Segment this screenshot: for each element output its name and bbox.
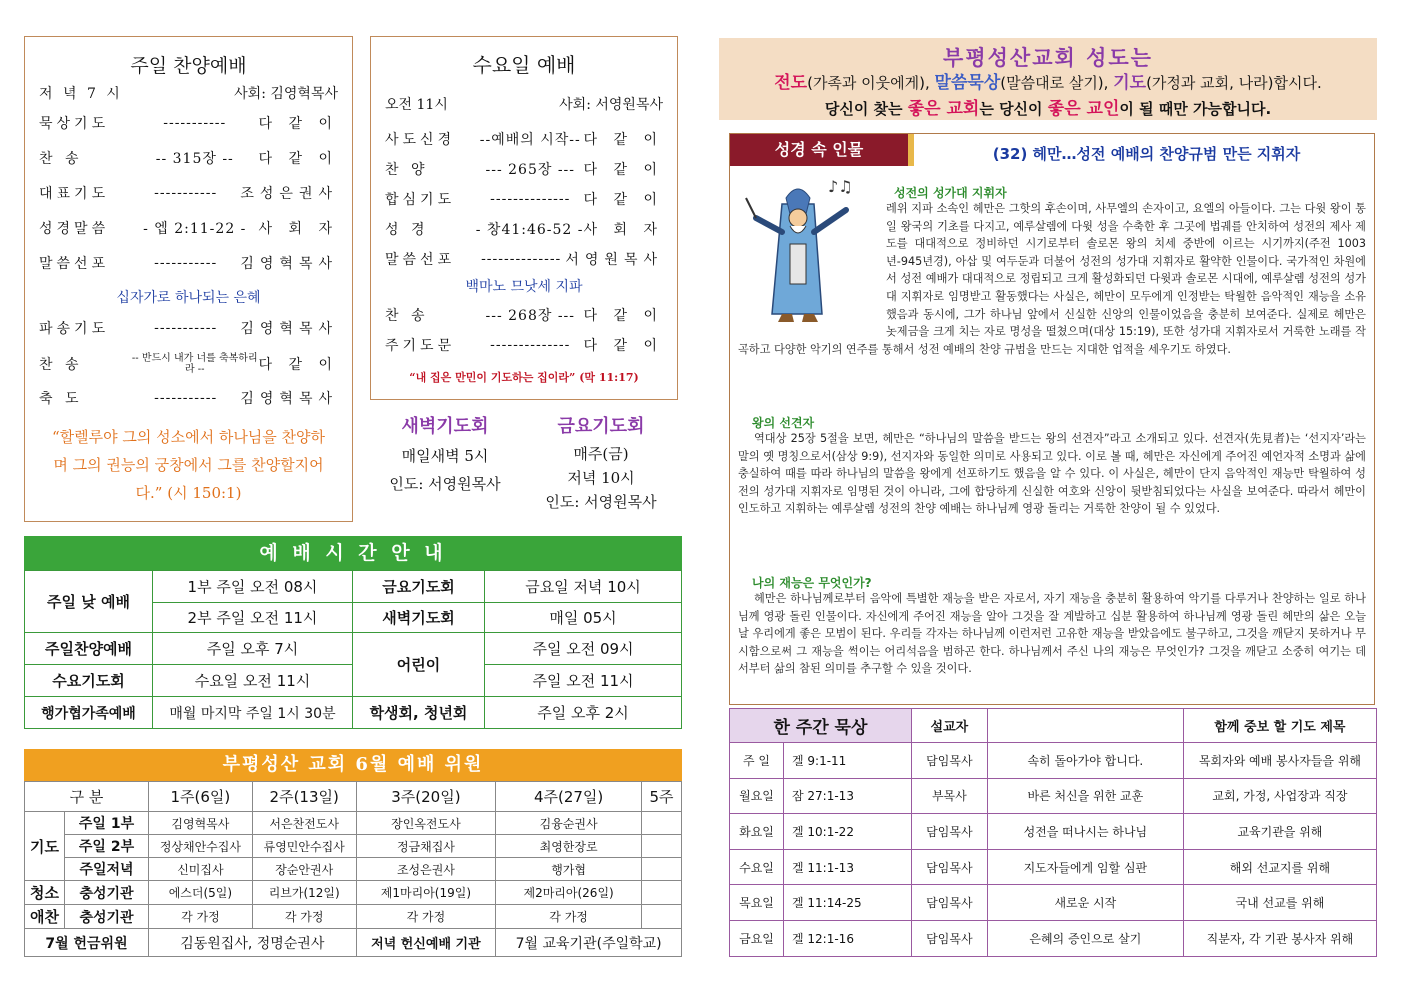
weekly-prayer: 국내 선교를 위해: [1183, 885, 1376, 921]
schedule-wed-label: 수요기도회: [25, 665, 153, 697]
program-middle: -----------: [163, 115, 227, 131]
schedule-youth-time: 주일 오후 2시: [485, 697, 682, 729]
banner-text-part: 전도: [774, 73, 808, 93]
program-leader: 다 같 이: [583, 338, 663, 354]
program-middle: --- 268장 ---: [485, 308, 576, 324]
program-middle: -----------: [154, 255, 218, 271]
program-row: [39, 318, 338, 338]
wednesday-presider: 사회: 서영원목사: [559, 97, 663, 113]
committee-cell: 정금채집사: [356, 835, 496, 858]
schedule-evening-time: 주일 오후 7시: [153, 633, 353, 665]
program-item: 성 경: [385, 222, 429, 238]
banner-text-part: (가족과 이웃에게),: [807, 74, 935, 92]
committee-cell: 최영한장로: [496, 835, 642, 858]
committee-row: [25, 835, 682, 858]
schedule-dawn-label: 새벽기도회: [353, 603, 485, 633]
committee-header: 3주(20일): [356, 782, 496, 812]
sunday-worship-box: [24, 36, 353, 522]
program-leader: 김영혁목사: [240, 391, 338, 407]
committee-cell: 정상채안수집사: [149, 835, 253, 858]
cleaning-cell: 제2마리아(26일): [496, 881, 642, 905]
sunday-verse: “할렐루야 그의 성소에서 하나님을 찬양하며 그의 권능의 궁창에서 그를 찬양할지어다.” (시 150:1): [51, 428, 326, 502]
weekly-day: 수요일: [730, 849, 784, 885]
flower-org: 충성기관: [65, 905, 149, 929]
schedule-friday-label: 금요기도회: [353, 571, 485, 603]
schedule-service1: 1부 주일 오전 08시: [153, 571, 353, 603]
weekly-day: 화요일: [730, 814, 784, 850]
program-middle: -- 315장 --: [155, 151, 234, 167]
committee-row: [25, 812, 682, 835]
program-row: [39, 113, 338, 133]
program-middle: -----------: [154, 320, 218, 336]
committee-cell: [641, 835, 681, 858]
program-item: 축 도: [39, 391, 83, 407]
article-heading: 나의 재능은 무엇인가?: [752, 576, 872, 590]
committee-row-label: 주일저녁: [65, 858, 149, 881]
program-row: [385, 305, 663, 325]
committee-cell: 장인옥전도사: [356, 812, 496, 835]
bible-person-title: (32) 헤만…성전 예배의 찬양규범 만든 지휘자: [992, 145, 1301, 163]
program-leader: 다 같 이: [583, 308, 663, 324]
program-item: 묵상기도: [39, 116, 110, 132]
cleaning-org: 충성기관: [65, 881, 149, 905]
banner-title: 부평성산교회 성도는: [943, 46, 1153, 70]
program-leader: 사 회 자: [258, 221, 338, 237]
evening-org-label: 저녁 헌신예배 기관: [356, 929, 496, 957]
weekly-day: 주 일: [730, 743, 784, 779]
banner-text-part: 이 될 때만 가능합니다.: [1119, 100, 1272, 118]
weekly-prayer: 교육기관을 위해: [1183, 814, 1376, 850]
committee-cell: [641, 858, 681, 881]
flower-label: 애찬: [25, 905, 65, 929]
article-heading: 왕의 선견자: [752, 416, 815, 430]
wednesday-worship-box: [370, 36, 678, 400]
banner-text-part: (말씀대로 살기),: [1000, 74, 1114, 92]
banner-text-part: 당신이 찾는: [824, 100, 908, 118]
committee-header: 구 분: [25, 782, 149, 812]
committee-cell: 김융순권사: [496, 812, 642, 835]
weekly-sermon: 바른 처신을 위한 교훈: [987, 778, 1183, 814]
weekly-prayer-header: 함께 중보 할 기도 제목: [1183, 709, 1376, 743]
program-row: [385, 219, 663, 239]
program-middle: -----------: [154, 390, 218, 406]
committee-row-label: 주일 1부: [65, 812, 149, 835]
schedule-title: 예 배 시 간 안 내: [24, 536, 682, 570]
cleaning-label: 청소: [25, 881, 65, 905]
svg-text:♪♫: ♪♫: [828, 177, 853, 196]
program-row: [385, 129, 663, 149]
program-leader: 다 같 이: [258, 357, 338, 373]
banner-text-part: 말씀묵상: [934, 73, 1001, 93]
weekly-day: 금요일: [730, 920, 784, 956]
weekly-prayer: 해외 선교지를 위해: [1183, 849, 1376, 885]
schedule-evening-label: 주일찬양예배: [25, 633, 153, 665]
committee-title: 부평성산 교회 6월 예배 위원: [24, 749, 682, 781]
dawn-prayer-line1: 매일새벽 5시: [401, 447, 489, 465]
schedule-children-time1: 주일 오전 09시: [485, 633, 682, 665]
weekly-day: 월요일: [730, 778, 784, 814]
program-middle: --------------: [490, 337, 571, 353]
article-paragraph: 역대상 25장 5절을 보면, 헤만은 “하나님의 말씀을 받드는 왕의 선견자”라고 소개되고 있다. 선견자(先見者)는 ‘선지자’라는 말의 옛 명칭으로서(삼상 9:9), 선지자와 동일한 의미로 사용되고 있다. 이로 볼 때, 헤만은 자신에게 주어진 예언자적 소명과 삶에 충실하여 때를 따라 하나님의 말씀을 왕에게 선포하기도 했음을 알 수 있다. 이 사실은, 헤만이 단지 음악적인 재능만 탁월하여 성전의 성가대 지휘자로 임명된 것이 아니라, 그에 합당하게 신실한 여호와 신앙이 뒷받침되었다는 사실을 보여준다. 따라서 헤만이 인도하고 지휘하는 예루살렘 성전의 찬양 예배는 하나님께 영광 돌리는 거룩한 찬양이 될 수 있었다.: [738, 432, 1366, 516]
program-leader: 다 같 이: [583, 192, 663, 208]
program-item: 사도신경: [385, 132, 456, 148]
dawn-prayer-line2: 인도: 서영원목사: [389, 475, 501, 493]
schedule-wed-time: 수요일 오전 11시: [153, 665, 353, 697]
program-middle: -- 반드시 내가 너를 축복하리라 --: [131, 353, 258, 375]
weekly-row: [730, 814, 1377, 850]
friday-prayer: [525, 412, 677, 514]
bible-person-box: [729, 133, 1375, 705]
banner-line1: [719, 68, 1377, 93]
committee-cell: 행가협: [496, 858, 642, 881]
program-middle: --------------: [481, 251, 562, 267]
banner-line2: [719, 94, 1377, 119]
weekly-passage: 겔 12:1-16: [784, 920, 912, 956]
friday-prayer-title: 금요기도회: [557, 416, 645, 437]
program-middle: - 창41:46-52 -: [475, 222, 584, 238]
weekly-row: [730, 920, 1377, 956]
flower-cell: 각 가정: [252, 905, 356, 929]
program-item: 찬 양: [385, 162, 429, 178]
program-leader: 다 같 이: [258, 116, 338, 132]
cleaning-cell: [641, 881, 681, 905]
weekly-preacher: 담임목사: [911, 814, 987, 850]
sunday-sermon-title: 십자가로 하나되는 은혜: [116, 290, 261, 306]
schedule-children-time2: 주일 오전 11시: [485, 665, 682, 697]
weekly-prayer: 목회자와 예배 봉사자들을 위해: [1183, 743, 1376, 779]
program-item: 말씀선포: [385, 252, 456, 268]
friday-prayer-line2: 저녁 10시: [567, 469, 635, 487]
program-item: 대표기도: [39, 186, 110, 202]
committee-header: 4주(27일): [496, 782, 642, 812]
committee-header: 1주(6일): [149, 782, 253, 812]
schedule-table: [24, 570, 682, 729]
program-middle: --예배의 시작--: [479, 132, 581, 148]
program-leader: 김영혁목사: [240, 256, 338, 272]
program-row: [39, 353, 338, 375]
schedule-dawn-time: 매일 05시: [485, 603, 682, 633]
committee-row-label: 주일 2부: [65, 835, 149, 858]
weekly-sermon: 지도자들에게 임할 심판: [987, 849, 1183, 885]
wednesday-worship-title: 수요일 예배: [472, 53, 576, 77]
friday-prayer-line1: 매주(금): [573, 445, 629, 463]
weekly-preacher: 담임목사: [911, 885, 987, 921]
illustration-spacer: [738, 200, 886, 334]
weekly-sermon-header: [987, 709, 1183, 743]
dawn-prayer: [370, 412, 520, 498]
flower-cell: 각 가정: [356, 905, 496, 929]
program-row: [39, 183, 338, 203]
weekly-sermon: 속히 돌아가야 합니다.: [987, 743, 1183, 779]
weekly-sermon: 성전을 떠나시는 하나님: [987, 814, 1183, 850]
committee-cell: 조성은권사: [356, 858, 496, 881]
flower-cell: [641, 905, 681, 929]
program-row: [385, 249, 663, 269]
offering-label: 7월 헌금위원: [25, 929, 149, 957]
program-middle: --------------: [490, 191, 571, 207]
committee-row: [25, 858, 682, 881]
weekly-row: [730, 778, 1377, 814]
weekly-table: [729, 708, 1377, 957]
schedule-family-label: 행가협가족예배: [25, 697, 153, 729]
wednesday-sermon-title: 백마노 므낫세 지파: [465, 279, 583, 295]
weekly-title: 한 주간 묵상: [730, 709, 912, 743]
weekly-row: [730, 849, 1377, 885]
weekly-passage: 겔 9:1-11: [784, 743, 912, 779]
program-middle: -----------: [154, 185, 218, 201]
friday-prayer-line3: 인도: 서영원목사: [545, 493, 657, 511]
program-row: [39, 388, 338, 408]
program-leader: 김영혁목사: [240, 321, 338, 337]
program-leader: 다 같 이: [583, 162, 663, 178]
program-middle: - 엡 2:11-22 -: [143, 221, 247, 237]
weekly-preacher: 담임목사: [911, 920, 987, 956]
schedule-youth-label: 학생회, 청년회: [353, 697, 485, 729]
flower-cell: 각 가정: [496, 905, 642, 929]
music-notes-icon: [828, 177, 853, 196]
weekly-preacher-header: 설교자: [911, 709, 987, 743]
weekly-prayer: 직분자, 각 기관 봉사자 위해: [1183, 920, 1376, 956]
program-leader: 사 회 자: [583, 222, 663, 238]
committee-cell: [641, 812, 681, 835]
sunday-time: 저 녁 7 시: [39, 86, 123, 102]
schedule-sunday-day: 주일 낮 예배: [25, 571, 153, 633]
committee-table: [24, 781, 682, 957]
weekly-row: [730, 743, 1377, 779]
weekly-prayer: 교회, 가정, 사업장과 직장: [1183, 778, 1376, 814]
evening-org-value: 7월 교육기관(주일학교): [496, 929, 682, 957]
wednesday-verse: “내 집은 만민이 기도하는 집이라” (막 11:17): [409, 371, 639, 384]
weekly-preacher: 부목사: [911, 778, 987, 814]
weekly-preacher: 담임목사: [911, 743, 987, 779]
program-leader: 조성은권사: [240, 186, 338, 202]
program-leader: 다 같 이: [583, 132, 663, 148]
banner-text-part: 기도: [1113, 73, 1147, 93]
committee-cell: 신미집사: [149, 858, 253, 881]
flower-cell: 각 가정: [149, 905, 253, 929]
banner: [719, 38, 1377, 120]
cleaning-cell: 리브가(12일): [252, 881, 356, 905]
article-paragraph: 헤만은 하나님께로부터 음악에 특별한 재능을 받은 자로서, 자기 재능을 충분히 활용하여 악기를 다루거나 찬양하는 일로 하나님께 영광 돌린 인물이다. 자신에게 주어진 재능을 알아 그것을 잘 계발하고 십분 활용하여 하나님께 영광 돌린 헤만의 삶은 오늘날 우리에게 좋은 모범이 된다. 우리들 각자는 하나님께 이런저런 고유한 재능을 받았음에도 불구하고, 그것을 깨닫지 못하거나 무시함으로써 그 재능을 썩이는 어리석음을 범하곤 한다. 하나님께서 주신 나의 재능은 무엇인가? 그것을 깨닫고 소중히 여기는 데서부터 삶의 참된 의미를 추구할 수 있을 것이다.: [738, 592, 1366, 676]
banner-text-part: (가정과 교회, 나라)합시다.: [1146, 74, 1322, 92]
program-row: [385, 189, 663, 209]
cleaning-cell: 에스더(5일): [149, 881, 253, 905]
program-middle: --- 265장 ---: [485, 162, 576, 178]
program-item: 성경말씀: [39, 221, 110, 237]
sunday-presider: 사회: 김영혁목사: [234, 86, 338, 102]
banner-text-part: 는 당신이: [979, 100, 1048, 118]
weekly-preacher: 담임목사: [911, 849, 987, 885]
program-row: [385, 335, 663, 355]
program-item: 찬 송: [39, 357, 83, 373]
schedule-service2: 2부 주일 오전 11시: [153, 603, 353, 633]
committee-header: 2주(13일): [252, 782, 356, 812]
dawn-prayer-title: 새벽기도회: [401, 416, 489, 437]
weekly-passage: 겔 10:1-22: [784, 814, 912, 850]
article-paragraph-text: 레위 지파 소속인 헤만은 그핫의 후손이며, 사무엘의 손자이고, 요엘의 아들이다. 그는 다윗 왕이 통일 왕국의 기초를 다지고, 예루살렘에 다윗 성을 수축한 후 그곳에 법궤를 안치하여 성전의 제사 제도를 대대적으로 정비하던 시기로부터 솔로몬 왕의 치세 중반에 이르는 시기까지(주전 1003년-945년경), 아삽 및 여두둔과 더불어 성전의 성가대 지휘자로 활약한 인물이다. 국가적인 차원에서 성전 예배가 대대적으로 정립되고 크게 활성화되던 다윗과 솔로몬 시대에, 예루살렘 성전의 성가대 지휘자로 임명받고 활동했다는 사실은, 헤만이 모두에게 인정받는 탁월한 음악적인 재능을 소유했음과 동시에, 그가 하나님 앞에서 신실한 신앙의 인물이었음을 충분히 보여준다. 실제로 헤만은 놋제금을 크게 치는 자로 명성을 떨쳤으며(대상 15:19), 또한 성가대 지휘자로서 거룩한 노래를 작곡하고 다양한 악기의 연주를 통해서 성전 예배의 찬양 규범을 만드는 지대한 업적을 세우기도 하였다.: [738, 202, 1366, 356]
committee-header: 5주: [641, 782, 681, 812]
weekly-row: [730, 885, 1377, 921]
program-row: [385, 159, 663, 179]
program-item: 주기도문: [385, 338, 456, 354]
sunday-worship-title: 주일 찬양예배: [130, 55, 247, 77]
program-item: 찬 송: [385, 308, 429, 324]
schedule-children-label: 어린이: [353, 633, 485, 697]
program-item: 말씀선포: [39, 256, 110, 272]
banner-text-part: 좋은 교회: [907, 99, 980, 119]
cleaning-cell: 제1마리아(19일): [356, 881, 496, 905]
weekly-passage: 겔 11:14-25: [784, 885, 912, 921]
program-item: 찬 송: [39, 151, 83, 167]
schedule-friday-time: 금요일 저녁 10시: [485, 571, 682, 603]
schedule-family-time: 매월 마지막 주일 1시 30분: [153, 697, 353, 729]
article-heading: 성전의 성가대 지휘자: [894, 186, 1007, 200]
program-leader: 다 같 이: [258, 151, 338, 167]
committee-cell: 김영혁목사: [149, 812, 253, 835]
program-row: [39, 253, 338, 273]
wednesday-time: 오전 11시: [385, 97, 448, 113]
weekly-sermon: 은혜의 증인으로 살기: [987, 920, 1183, 956]
program-item: 파송기도: [39, 321, 110, 337]
banner-text-part: 좋은 교인: [1047, 99, 1120, 119]
program-row: [39, 218, 338, 238]
weekly-passage: 겔 11:1-13: [784, 849, 912, 885]
committee-prayer-group: 기도: [25, 812, 65, 881]
program-leader: 서영원목사: [565, 252, 663, 268]
weekly-day: 목요일: [730, 885, 784, 921]
weekly-sermon: 새로운 시작: [987, 885, 1183, 921]
committee-cell: 서은찬전도사: [252, 812, 356, 835]
program-item: 합심기도: [385, 192, 456, 208]
committee-cell: 장순안권사: [252, 858, 356, 881]
bible-person-tab: 성경 속 인물: [730, 134, 914, 166]
offering-value: 김동원집사, 정명순권사: [149, 929, 357, 957]
article-paragraph: [738, 200, 1366, 358]
weekly-passage: 잠 27:1-13: [784, 778, 912, 814]
program-row: [39, 148, 338, 168]
committee-cell: 류영민안수집사: [252, 835, 356, 858]
